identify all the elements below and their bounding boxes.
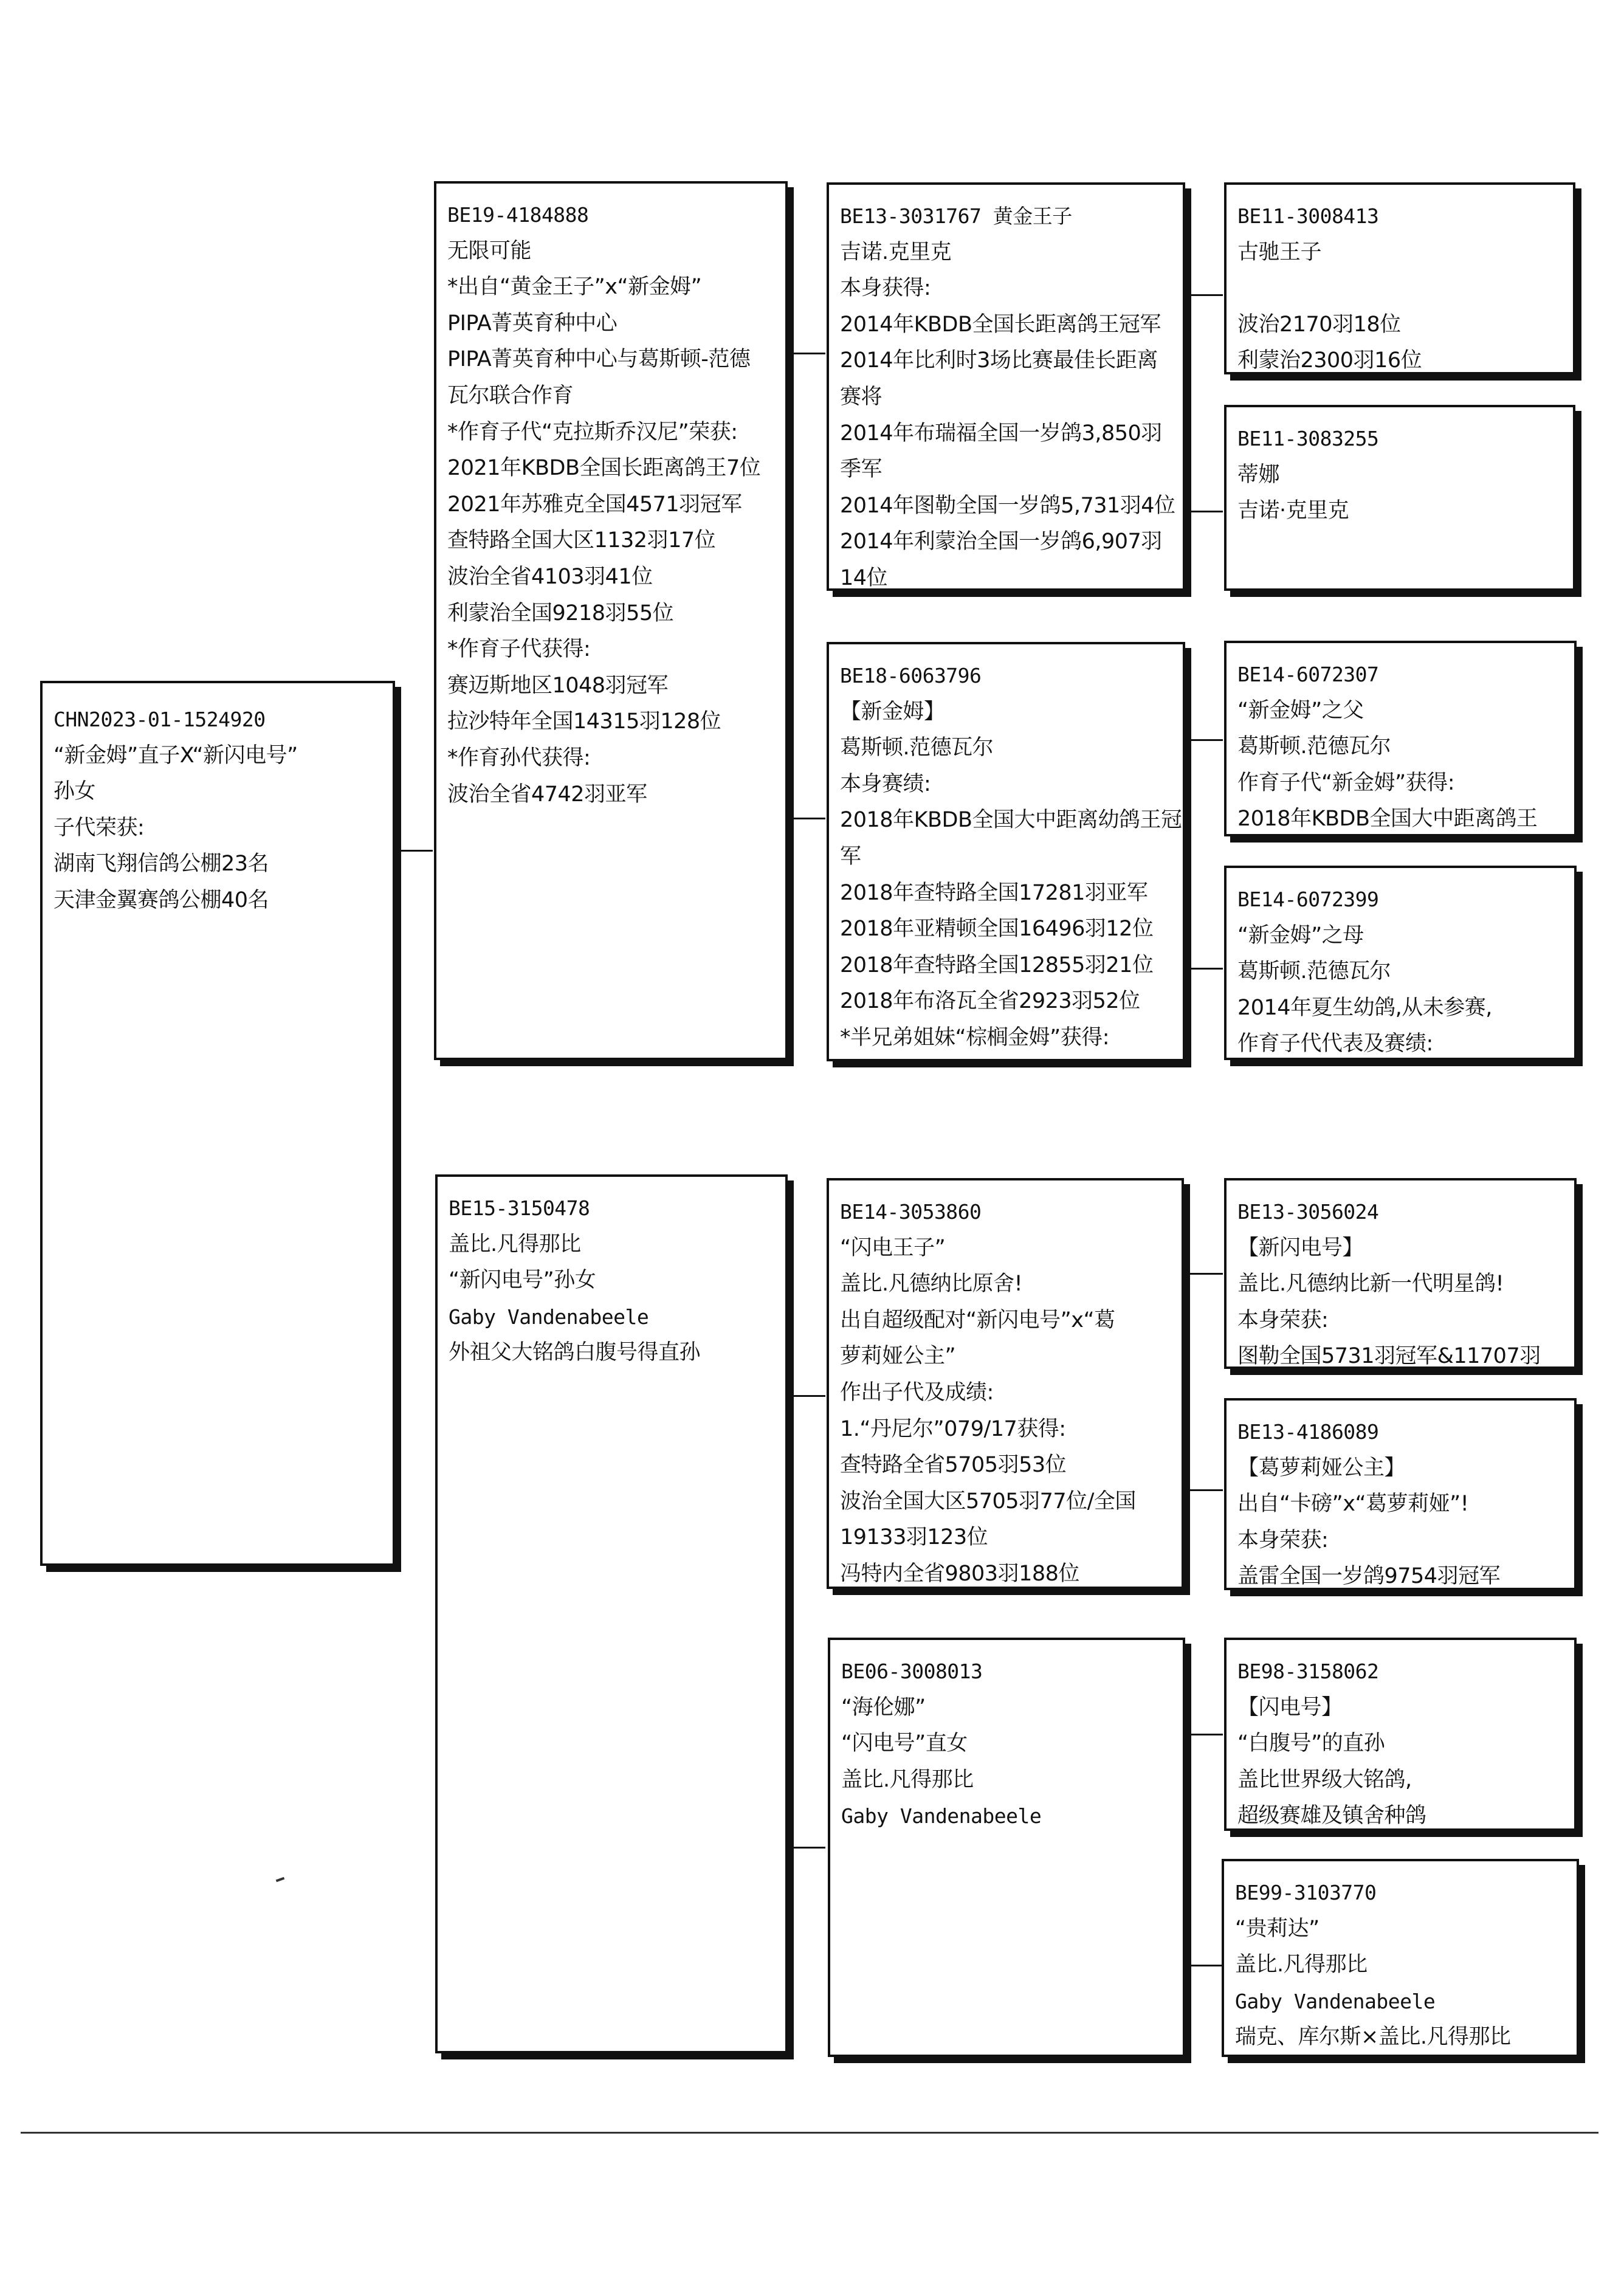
connector-sire-sire: [791, 353, 825, 354]
pedigree-line: 拉沙特年全国14315羽128位: [447, 709, 721, 734]
pedigree-line: 出自超级配对“新闪电号”x“葛: [840, 1308, 1115, 1332]
pedigree-line: “贵莉达”: [1235, 1916, 1320, 1941]
pedigree-line: *出自“黄金王子”x“新金姆”: [447, 275, 702, 300]
pedigree-line: 2018年亚精顿全国16496羽12位: [840, 917, 1154, 942]
pedigree-line: 作出子代及成绩:: [840, 1380, 994, 1405]
pedigree-line: 无限可能: [447, 238, 532, 263]
connector-sss: [1189, 294, 1223, 296]
pedigree-line: 盖比.凡得那比: [1235, 1952, 1368, 1977]
pedigree-line: 盖比.凡得那比: [841, 1767, 974, 1792]
connector-ddd: [1189, 1965, 1223, 1966]
pedigree-line: 2021年苏雅克全国4571羽冠军: [447, 492, 742, 517]
pedigree-line: 【闪电号】: [1237, 1695, 1343, 1720]
connector-dsd: [1189, 1489, 1223, 1491]
pedigree-line: 19133羽123位: [840, 1525, 988, 1550]
pedigree-line: 查特路全省5705羽53位: [840, 1453, 1067, 1478]
pedigree-line: 2014年利蒙治全国一岁鸽6,907羽: [840, 529, 1162, 554]
pedigree-line: 天津金翼赛鸽公棚40名: [53, 887, 269, 912]
pedigree-line: 作育子代代表及赛绩:: [1237, 1032, 1433, 1056]
pedigree-line: Gaby Vandenabeele: [841, 1804, 1042, 1828]
pedigree-line: Gaby Vandenabeele: [1235, 1989, 1436, 2013]
pedigree-line: 图勒全国5731羽冠军&11707羽: [1237, 1344, 1541, 1369]
connector-sire: [791, 818, 825, 819]
pedigree-line: 军: [840, 844, 861, 869]
pedigree-line: 赛迈斯地区1048羽冠军: [447, 673, 669, 698]
pedigree-line: 盖比.凡得那比: [449, 1232, 581, 1256]
ring-number: BE18-6063796: [840, 664, 982, 688]
pedigree-line: 外祖父大铭鸽白腹号得直孙: [449, 1340, 701, 1365]
pedigree-line: 盖雷全国一岁鸽9754羽冠军: [1237, 1564, 1501, 1589]
pedigree-line: 本身荣获:: [1237, 1528, 1329, 1552]
connector-ssd: [1189, 511, 1223, 512]
pedigree-line: 古驰王子: [1237, 240, 1322, 264]
pedigree-line: 瓦尔联合作育: [447, 383, 574, 408]
pedigree-line: 【新金姆】: [840, 699, 945, 724]
pedigree-box-dam-sire: [827, 1178, 1184, 1589]
ring-number: BE14-6072399: [1237, 887, 1379, 911]
pedigree-line: “新闪电号”孙女: [449, 1268, 596, 1293]
connector-subject: [399, 850, 433, 852]
connector-dam-dam: [791, 1847, 825, 1849]
connector-sds: [1189, 739, 1223, 741]
pedigree-line: 利蒙治全国9218羽55位: [447, 601, 674, 625]
pedigree-line: [1237, 271, 1564, 307]
pedigree-box-dam-dam: [828, 1638, 1185, 2057]
ring-number: BE13-3031767 黄金王子: [840, 204, 1072, 228]
pedigree-line: *半兄弟姐妹“棕榈金姆”获得:: [840, 1025, 1110, 1050]
pedigree-line: 孙女: [53, 779, 96, 804]
pedigree-box-sds: [1224, 641, 1577, 836]
pedigree-line: 2021年KBDB全国长距离鸽王7位: [447, 456, 761, 481]
pedigree-line: 【新闪电号】: [1237, 1235, 1364, 1260]
pedigree-line: 波治全省4103羽41位: [447, 564, 653, 589]
pedigree-line: “闪电王子”: [840, 1235, 946, 1260]
pedigree-line: 波治2170羽18位: [1237, 312, 1401, 337]
pedigree-box-dsd: [1224, 1398, 1577, 1590]
pedigree-line: *作育孙代获得:: [447, 745, 591, 770]
pedigree-line: PIPA菁英育种中心与葛斯顿-范德: [447, 347, 751, 372]
pedigree-line: 利蒙治2300羽16位: [1237, 348, 1422, 373]
pedigree-line: 2018年查特路全国12855羽21位: [840, 953, 1154, 977]
pedigree-line: 出自“卡磅”x“葛萝莉娅”!: [1237, 1492, 1469, 1517]
pedigree-line: 吉诺.克里克: [840, 240, 952, 264]
pedigree-line: 本身赛绩:: [840, 771, 931, 796]
pedigree-box-sdd: [1224, 866, 1577, 1060]
pedigree-line: 葛斯顿.范德瓦尔: [1237, 734, 1391, 759]
pedigree-line: 盖比.凡德纳比原舍!: [840, 1272, 1023, 1297]
pedigree-line: 1.“丹尼尔”079/17获得:: [840, 1416, 1066, 1441]
ring-number: BE99-3103770: [1235, 1881, 1377, 1904]
pedigree-line: “新金姆”之父: [1237, 698, 1364, 723]
connector-sire-vertical: [791, 353, 793, 818]
pedigree-box-sss: [1224, 182, 1575, 374]
pedigree-line: “新金姆”直子X“新闪电号”: [53, 743, 298, 768]
pedigree-line: “白腹号”的直孙: [1237, 1731, 1385, 1756]
pedigree-line: 子代荣获:: [53, 815, 145, 840]
ring-number: BE98-3158062: [1237, 1659, 1379, 1683]
pedigree-line: 2014年比利时3场比赛最佳长距离: [840, 348, 1158, 373]
ring-number: BE13-3056024: [1237, 1200, 1379, 1224]
pedigree-line: 波治全国大区5705羽77位/全国: [840, 1489, 1136, 1514]
ring-number: BE11-3083255: [1237, 427, 1379, 450]
pedigree-box-ssd: [1224, 405, 1575, 591]
pedigree-line: 萝莉娅公主”: [840, 1344, 956, 1369]
pedigree-line: PIPA菁英育种中心: [447, 311, 618, 336]
ring-number: BE13-4186089: [1237, 1420, 1379, 1444]
pedigree-line: 超级赛雄及镇舍种鸽: [1237, 1804, 1426, 1828]
pedigree-box-subject: [40, 681, 395, 1566]
pedigree-box-dam: [435, 1174, 788, 2053]
connector-dam: [791, 1395, 825, 1397]
pedigree-line: *作育子代“克拉斯乔汉尼”荣获:: [447, 419, 738, 444]
ring-number: CHN2023-01-1524920: [53, 708, 266, 731]
pedigree-line: 2014年布瑞福全国一岁鸽3,850羽: [840, 421, 1162, 446]
pedigree-line: 蒂娜: [1237, 462, 1280, 487]
pedigree-line: 【葛萝莉娅公主】: [1237, 1455, 1406, 1480]
pedigree-line: 2014年夏生幼鸽,从未参赛,: [1237, 995, 1492, 1020]
pedigree-line: “闪电号”直女: [841, 1731, 968, 1756]
ring-number: BE11-3008413: [1237, 204, 1379, 228]
pedigree-line: Gaby Vandenabeele: [449, 1304, 649, 1329]
ring-number: BE15-3150478: [449, 1196, 590, 1220]
pedigree-line: 查特路全国大区1132羽17位: [447, 528, 716, 553]
ring-number: BE14-6072307: [1237, 663, 1379, 686]
pedigree-line: 2014年KBDB全国长距离鸽王冠军: [840, 312, 1161, 337]
pedigree-line: 冯特内全省9803羽188位: [840, 1561, 1079, 1586]
pedigree-line: 本身荣获:: [1237, 1308, 1329, 1332]
pedigree-line: 2014年图勒全国一岁鸽5,731羽4位: [840, 493, 1175, 518]
pedigree-line: 盖比.凡德纳比新一代明星鸽!: [1237, 1272, 1504, 1297]
pedigree-line: 瑞克、库尔斯×盖比.凡得那比: [1235, 2025, 1511, 2050]
pedigree-line: 葛斯顿.范德瓦尔: [840, 736, 994, 760]
pedigree-line: 本身获得:: [840, 276, 931, 301]
pedigree-line: 波治全省4742羽亚军: [447, 782, 647, 807]
connector-dam-vertical: [791, 1395, 793, 1847]
stray-mark: [276, 1877, 285, 1883]
pedigree-box-dds: [1224, 1638, 1577, 1831]
pedigree-box-sire-dam: [827, 642, 1185, 1061]
connector-sdd: [1189, 968, 1223, 970]
pedigree-line: 作育子代“新金姆”获得:: [1237, 770, 1455, 795]
pedigree-line: 赛将: [840, 384, 883, 409]
pedigree-box-sire: [434, 181, 788, 1060]
ring-number: BE06-3008013: [841, 1659, 983, 1683]
pedigree-box-ddd: [1222, 1859, 1579, 2057]
pedigree-line: 湖南飞翔信鸽公棚23名: [53, 852, 269, 877]
pedigree-box-dss: [1224, 1178, 1577, 1369]
pedigree-line: *作育子代获得:: [447, 637, 591, 662]
pedigree-line: 14位: [840, 565, 888, 590]
pedigree-line: “新金姆”之母: [1237, 923, 1364, 948]
pedigree-line: 葛斯顿.范德瓦尔: [1237, 959, 1391, 984]
pedigree-line: 2018年KBDB全国大中距离幼鸽王冠: [840, 808, 1182, 833]
pedigree-line: 吉诺·克里克: [1237, 498, 1349, 523]
pedigree-line: 2018年布洛瓦全省2923羽52位: [840, 989, 1140, 1014]
pedigree-line: 季军: [840, 457, 883, 482]
connector-dds: [1189, 1734, 1223, 1735]
pedigree-line: 2018年KBDB全国大中距离鸽王: [1237, 807, 1538, 832]
pedigree-line: 2018年查特路全国17281羽亚军: [840, 880, 1148, 905]
ring-number: BE14-3053860: [840, 1200, 982, 1224]
pedigree-line: “海伦娜”: [841, 1695, 926, 1720]
pedigree-line: 盖比世界级大铭鸽,: [1237, 1767, 1412, 1792]
pedigree-box-sire-sire: [827, 182, 1185, 591]
connector-dss: [1189, 1273, 1223, 1275]
ring-number: BE19-4184888: [447, 203, 589, 227]
footer-rule: [21, 2132, 1598, 2134]
